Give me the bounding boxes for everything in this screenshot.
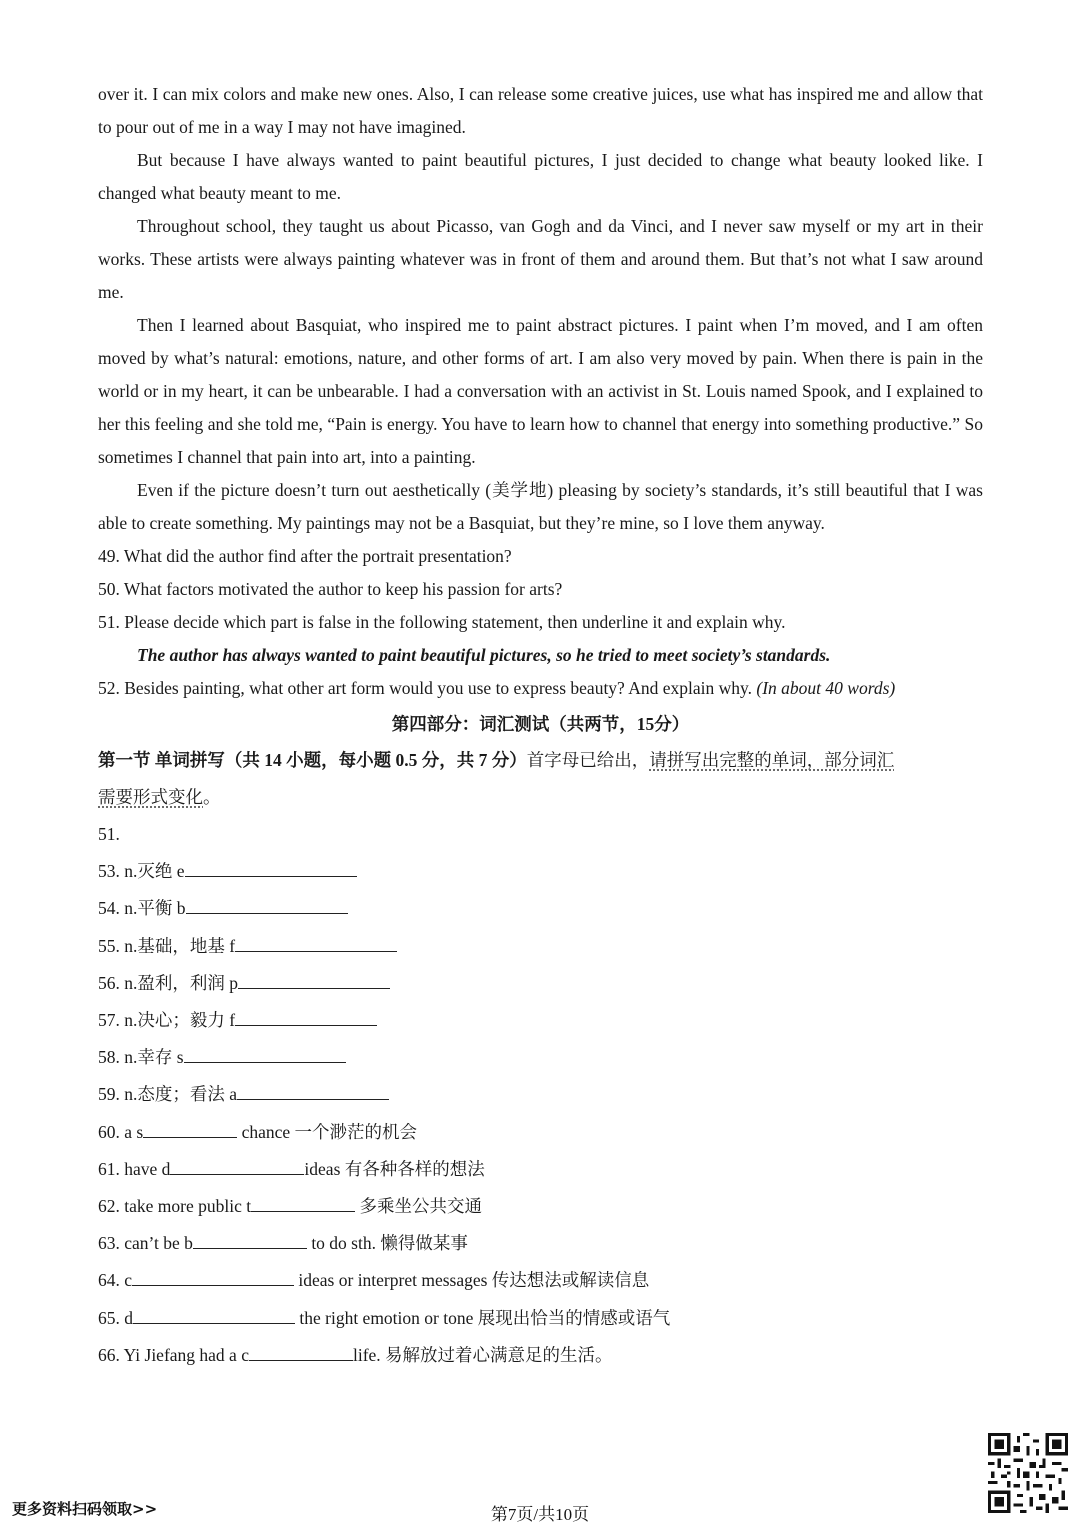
- vocab-item: [98, 965, 983, 1002]
- vocab-prompt: 55. n.基础，地基 f: [98, 935, 236, 956]
- qr-code-icon: [988, 1433, 1068, 1513]
- question-52-text: 52. Besides painting, what other art form would you use to express beauty? And explain why.: [98, 678, 753, 698]
- vocab-prompt: 57. n.决心；毅力 f: [98, 1010, 236, 1031]
- vocab-prompt: 63. can’t be b: [98, 1233, 193, 1254]
- passage-paragraph: Even if the picture doesn’t turn out aesthetically (美学地) pleasing by society’s standards, it’s still beautiful that I was able to create something. My paintings may not be a Basquiat, but they’re mine, so I love them anyway.: [98, 480, 983, 533]
- vocab-list: [98, 853, 983, 1374]
- vocab-item: [98, 853, 983, 890]
- vocab-prompt: 53. n.灭绝 e: [98, 861, 185, 882]
- answer-blank[interactable]: [133, 1309, 295, 1324]
- instruction-end: 。: [203, 787, 221, 807]
- vocab-prompt: 61. have d: [98, 1158, 171, 1179]
- vocab-item: [98, 1188, 983, 1225]
- answer-blank[interactable]: [132, 1271, 294, 1286]
- vocab-hint: ideas or interpret messages 传达想法或解读信息: [294, 1270, 650, 1291]
- vocab-prompt: 59. n.态度；看法 a: [98, 1084, 238, 1105]
- vocab-prompt: 60. a s: [98, 1121, 144, 1142]
- vocab-prompt: 66. Yi Jiefang had a c: [98, 1344, 249, 1365]
- answer-blank[interactable]: [237, 1085, 389, 1100]
- question-50: 50. What factors motivated the author to keep his passion for arts?: [98, 579, 563, 599]
- instruction-underlined: 需要形式变化: [98, 787, 203, 807]
- answer-blank[interactable]: [170, 1160, 304, 1175]
- answer-blank[interactable]: [251, 1197, 355, 1212]
- vocab-prompt: 64. c: [98, 1270, 133, 1291]
- vocab-hint: 多乘坐公共交通: [355, 1196, 482, 1217]
- answer-blank[interactable]: [186, 899, 348, 914]
- answer-blank[interactable]: [143, 1123, 237, 1138]
- vocab-hint: the right emotion or tone 展现出恰当的情感或语气: [295, 1307, 671, 1328]
- question-52: [98, 672, 983, 705]
- answer-blank[interactable]: [185, 862, 357, 877]
- vocab-item: [98, 1337, 983, 1374]
- vocab-item: [98, 1151, 983, 1188]
- vocab-hint: to do sth. 懒得做某事: [306, 1233, 468, 1254]
- vocab-item: [98, 1114, 983, 1151]
- passage-paragraph: over it. I can mix colors and make new ones. Also, I can release some creative juices, use what has inspired me and allow that to pour out of me in a way I may not have imagined.: [98, 84, 983, 137]
- passage-paragraph: But because I have always wanted to paint beautiful pictures, I just decided to change what beauty looked like. I changed what beauty meant to me.: [98, 150, 983, 203]
- answer-blank[interactable]: [184, 1048, 346, 1063]
- answer-label: 51.: [98, 824, 120, 844]
- vocab-item: [98, 1300, 983, 1337]
- passage-paragraph: Then I learned about Basquiat, who inspired me to paint abstract pictures. I paint when I’m moved, and I am often moved by what’s natural: emotions, nature, and other forms of art. I am also very moved by pain. When there is pain in the world or in my heart, it can be unbearable. I had a conversation with an activist in St. Louis named Spook, and I explained to her this feeling and she told me, “Pain is energy. You have to learn how to channel that energy into something productive.” So sometimes I channel that pain into art, into a painting.: [98, 315, 983, 467]
- section-instructions: [98, 742, 983, 816]
- answer-blank[interactable]: [235, 1011, 377, 1026]
- vocab-hint: life. 易解放过着心满意足的生活。: [352, 1344, 613, 1365]
- vocab-prompt: 65. d: [98, 1307, 133, 1328]
- vocab-item: [98, 1002, 983, 1039]
- vocab-item: [98, 1076, 983, 1113]
- vocab-item: [98, 1262, 983, 1299]
- page-number: 第7页/共10页: [490, 1505, 590, 1524]
- vocab-item: [98, 1039, 983, 1076]
- instruction-underlined: 请拼写出完整的单词，部分词汇: [649, 750, 895, 770]
- section-title: 第一节 单词拼写（共 14 小题，每小题 0.5 分，共 7 分）: [98, 750, 527, 770]
- answer-blank[interactable]: [193, 1234, 307, 1249]
- passage-paragraph: Throughout school, they taught us about Picasso, van Gogh and da Vinci, and I never saw myself or my art in their works. These artists were always painting whatever was in front of them and around them. But that’s not what I saw around me.: [98, 216, 983, 302]
- footer-promo: 更多资料扫码领取>>: [12, 1500, 158, 1518]
- instruction-text: 首字母已给出，: [526, 750, 650, 770]
- question-51-statement: The author has always wanted to paint beautiful pictures, so he tried to meet society’s standards.: [137, 645, 831, 665]
- vocab-item: [98, 928, 983, 965]
- answer-blank[interactable]: [235, 937, 397, 952]
- part-title: 第四部分：词汇测试（共两节，15分）: [391, 714, 690, 734]
- vocab-prompt: 56. n.盈利，利润 p: [98, 972, 238, 993]
- vocab-hint: chance 一个渺茫的机会: [237, 1121, 418, 1142]
- document-body: [98, 78, 983, 1374]
- question-49: 49. What did the author find after the portrait presentation?: [98, 546, 512, 566]
- vocab-prompt: 58. n.幸存 s: [98, 1047, 184, 1068]
- vocab-hint: ideas 有各种各样的想法: [304, 1158, 485, 1179]
- vocab-prompt: 62. take more public t: [98, 1196, 252, 1217]
- vocab-item: [98, 890, 983, 927]
- vocab-prompt: 54. n.平衡 b: [98, 898, 186, 919]
- answer-blank[interactable]: [249, 1346, 353, 1361]
- question-52-note: (In about 40 words): [756, 678, 896, 698]
- vocab-item: [98, 1225, 983, 1262]
- question-51: 51. Please decide which part is false in the following statement, then underline it and explain why.: [98, 612, 786, 632]
- answer-blank[interactable]: [238, 974, 390, 989]
